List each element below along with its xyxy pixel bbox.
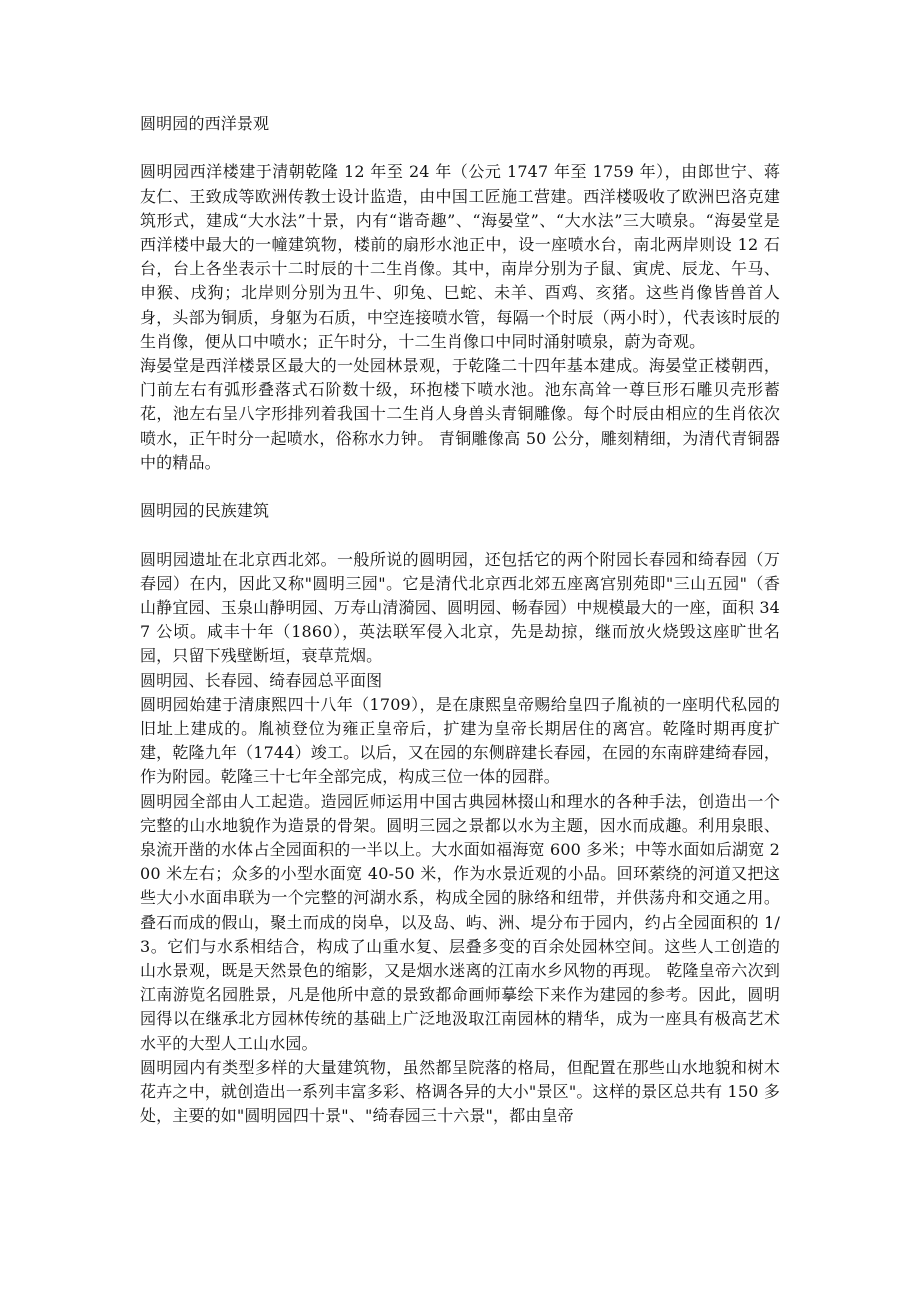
paragraph-western-buildings-intro: 圆明园西洋楼建于清朝乾隆 12 年至 24 年（公元 1747 年至 1759 年），由郎世宁、蒋友仁、王致成等欧洲传教士设计监造，由中国工匠施工营建。西洋楼吸收了欧洲巴洛克建筑形式，建成“大水法”十景，内有“谐奇趣”、“海晏堂”、“大水法”三大喷泉。“海晏堂是西洋楼中最大的一幢建筑物，楼前的扇形水池正中，设一座喷水台，南北两岸则设 12 石台，台上各坐表示十二时辰的十二生肖像。其中，南岸分别为子鼠、寅虎、辰龙、午马、申猴、戌狗；北岸则分别为丑牛、卯兔、巳蛇、未羊、酉鸡、亥猪。这些肖像皆兽首人身，头部为铜质，身躯为石质，中空连接喷水管，每隔一个时辰（两小时），代表该时辰的生肖像，便从口中喷水；正午时分，十二生肖像口中同时涌射喷泉，蔚为奇观。 xyxy=(140,162,780,351)
paragraph-site-overview: 圆明园遗址在北京西北郊。一般所说的圆明园，还包括它的两个附园长春园和绮春园（万春园）在内，因此又称"圆明三园"。它是清代北京西北郊五座离宫别苑即"三山五园"（香山静宜园、玉泉山静明园、万寿山清漪园、圆明园、畅春园）中规模最大的一座，面积 347 公顷。咸丰十年（1860），英法联军侵入北京，先是劫掠，继而放火烧毁这座旷世名园，只留下残壁断垣，衰草荒烟。 xyxy=(140,549,780,666)
paragraph-haiyantang: 海晏堂是西洋楼景区最大的一处园林景观，于乾隆二十四年基本建成。海晏堂正楼朝西，门前左右有弧形叠落式石阶数十级，环抱楼下喷水池。池东高耸一尊巨形石雕贝壳形蓄花，池左右呈八字形排列着我国十二生肖人身兽头青铜雕像。每个时辰由相应的生肖依次喷水，正午时分一起喷水，俗称水力钟。 青铜雕像高 50 公分，雕刻精细，为清代青铜器中的精品。 xyxy=(140,356,780,472)
section-heading-national-architecture: 圆明园的民族建筑 xyxy=(140,501,270,521)
paragraph-scenic-areas: 圆明园内有类型多样的大量建筑物，虽然都呈院落的格局，但配置在那些山水地貌和树木花卉之中，就创造出一系列丰富多彩、格调各异的大小"景区"。这样的景区总共有 150 多处，主要的如"圆明园四十景"、"绮春园三十六景"，都由皇帝 xyxy=(140,1057,780,1126)
paragraph-plan-caption: 圆明园、长春园、绮春园总平面图 xyxy=(140,670,383,690)
blank-line xyxy=(140,523,780,547)
paragraph-landscape: 圆明园全部由人工起造。造园匠师运用中国古典园林掇山和理水的各种手法，创造出一个完整的山水地貌作为造景的骨架。圆明三园之景都以水为主题，因水而成趣。利用泉眼、泉流开凿的水体占全园面积的一半以上。大水面如福海宽 600 多米；中等水面如后湖宽 200 米左右；众多的小型水面宽 40-50 米，作为水景近观的小品。回环萦绕的河道又把这些大小水面串联为一个完整的河湖水系，构成全园的脉络和纽带，并供荡舟和交通之用。叠石而成的假山，聚土而成的岗阜，以及岛、屿、洲、堤分布于园内，约占全园面积的 1/3。它们与水系相结合，构成了山重水复、层叠多变的百余处园林空间。这些人工创造的山水景观，既是天然景色的缩影，又是烟水迷离的江南水乡风物的再现。 乾隆皇帝六次到江南游览名园胜景，凡是他所中意的景致都命画师摹绘下来作为建园的参考。因此，圆明园得以在继承北方园林传统的基础上广泛地汲取江南园林的精华，成为一座具有极高艺术水平的大型人工山水园。 xyxy=(140,791,780,1053)
section-heading-western-buildings: 圆明园的西洋景观 xyxy=(140,114,270,133)
blank-line xyxy=(140,136,780,160)
document-body xyxy=(140,112,780,1128)
blank-line xyxy=(140,475,780,499)
paragraph-history: 圆明园始建于清康熙四十八年（1709），是在康熙皇帝赐给皇四子胤祯的一座明代私园的旧址上建成的。胤祯登位为雍正皇帝后，扩建为皇帝长期居住的离宫。乾隆时期再度扩建，乾隆九年（1744）竣工。以后，又在园的东侧辟建长春园，在园的东南辟建绮春园，作为附园。乾隆三十七年全部完成，构成三位一体的园群。 xyxy=(140,694,780,787)
